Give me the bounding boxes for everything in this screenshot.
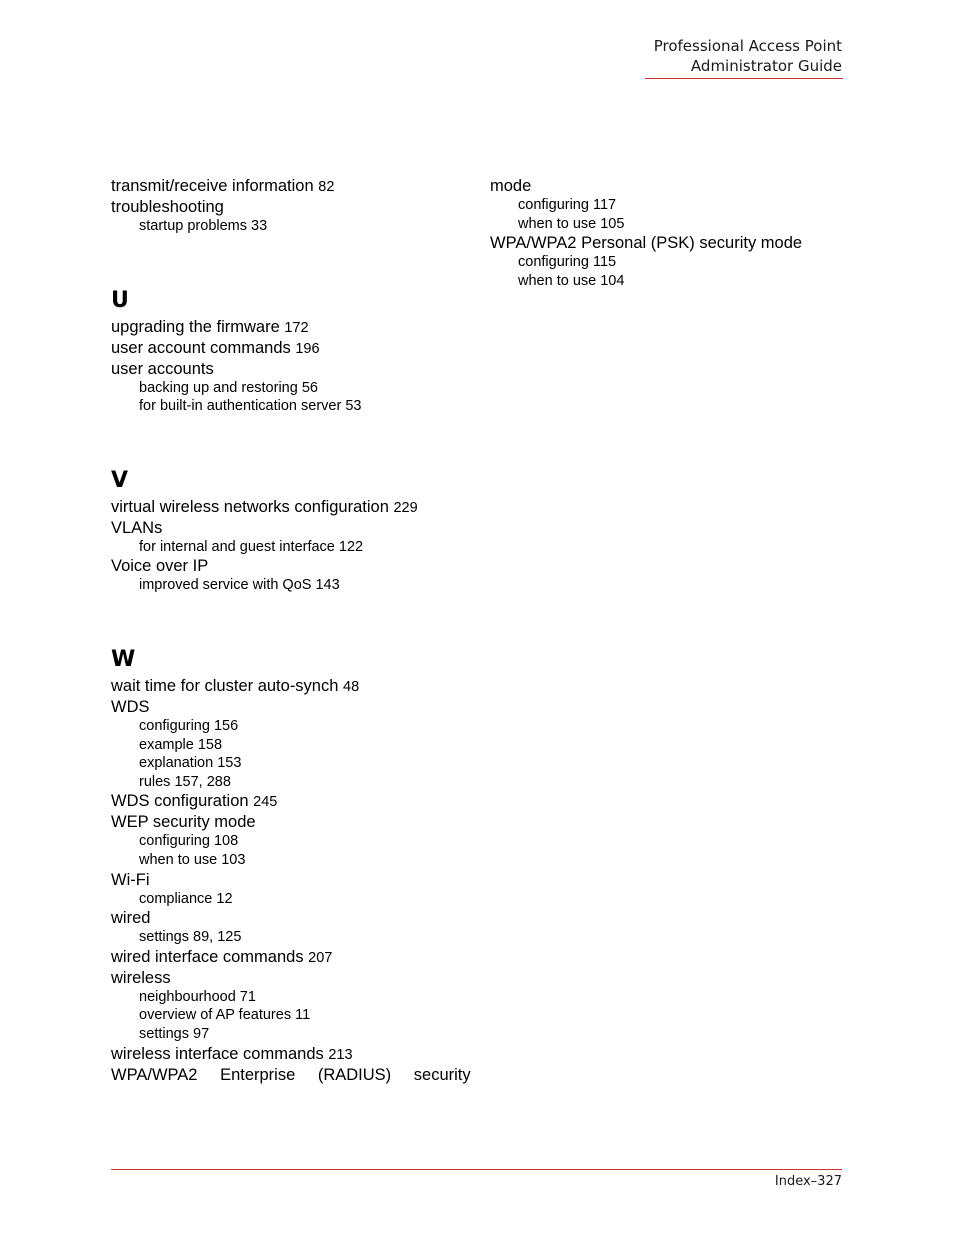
page-ref: 105 — [600, 215, 625, 232]
index-entry: upgrading the firmware 172 — [111, 317, 309, 336]
index-subentry: configuring 156 — [139, 717, 239, 734]
running-header — [645, 36, 842, 76]
index-subentry: explanation 153 — [139, 755, 242, 772]
page-ref: 207 — [308, 949, 333, 966]
index-subentry: settings 89, 125 — [139, 929, 242, 946]
page-ref: 153 — [217, 755, 242, 772]
index-entry: WDS — [111, 697, 150, 716]
index-subentry: startup problems 33 — [139, 218, 268, 234]
page-ref: 108 — [213, 833, 239, 850]
index-subentry: configuring 108 — [139, 833, 239, 850]
page-ref: 53 — [345, 398, 362, 415]
index-entry: wired — [111, 909, 151, 928]
index-subentry: improved service with QoS 143 — [139, 577, 340, 594]
page-ref: 157, 288 — [174, 773, 231, 790]
index-subentry: for built-in authentication server 53 — [139, 398, 362, 415]
page-ref: 97 — [193, 1025, 210, 1042]
page-ref: 115 — [592, 254, 617, 271]
page-ref: 122 — [338, 538, 364, 555]
section-letter-u: U — [111, 287, 129, 313]
index-entry: WPA/WPA2 Personal (PSK) security mode — [490, 234, 803, 253]
page-ref: 11 — [295, 1007, 311, 1024]
index-entry: user account commands 196 — [111, 338, 320, 357]
page-ref: 89, 125 — [193, 929, 242, 946]
index-subentry: example 158 — [139, 736, 223, 753]
page-ref: 156 — [213, 717, 239, 734]
page-ref: 172 — [284, 319, 309, 336]
index-subentry: neighbourhood 71 — [139, 988, 256, 1005]
page-ref: 158 — [197, 736, 223, 753]
index-subentry: when to use 104 — [518, 272, 625, 289]
index-column-left — [111, 176, 471, 1085]
index-entry: WPA/WPA2 Enterprise (RADIUS) security — [111, 1065, 471, 1084]
page-ref: 12 — [216, 890, 233, 907]
page-ref: 103 — [221, 851, 246, 868]
index-subentry: overview of AP features 11 — [139, 1007, 311, 1024]
index-subentry: compliance 12 — [139, 890, 233, 907]
header-subtitle: Administrator Guide — [690, 57, 842, 75]
footer-divider — [111, 1169, 842, 1170]
index-subentry: backing up and restoring 56 — [139, 379, 318, 396]
index-subentry: when to use 105 — [518, 215, 625, 232]
index-entry: WDS configuration 245 — [111, 792, 278, 811]
page-ref: 229 — [393, 499, 418, 516]
index-entry: wait time for cluster auto-synch 48 — [111, 676, 360, 695]
page-ref: 213 — [328, 1046, 353, 1063]
index-entry: VLANs — [111, 518, 163, 537]
index-subentry: for internal and guest interface 122 — [139, 538, 364, 555]
index-entry: transmit/receive information 82 — [111, 177, 335, 195]
index-entry: mode — [490, 177, 532, 195]
index-entry: wireless — [111, 968, 171, 987]
page-ref: 117 — [592, 197, 617, 213]
index-entry: wired interface commands 207 — [111, 947, 333, 966]
page-ref: 56 — [301, 379, 318, 396]
page-ref: 82 — [318, 179, 335, 195]
index-entry: troubleshooting — [111, 198, 224, 216]
index-entry: Voice over IP — [111, 557, 209, 576]
header-divider — [645, 78, 843, 79]
index-entry: wireless interface commands 213 — [111, 1044, 353, 1063]
page-ref: 33 — [251, 218, 268, 234]
index-entry: user accounts — [111, 359, 214, 378]
section-letter-v: V — [111, 467, 129, 493]
index-subentry: configuring 115 — [518, 254, 617, 271]
section-letter-w: W — [111, 646, 136, 672]
index-column-right — [490, 176, 850, 290]
index-entry: virtual wireless networks configuration 229 — [111, 497, 418, 516]
page-ref: 245 — [253, 794, 278, 811]
page-number: Index–327 — [774, 1174, 842, 1189]
index-subentry: settings 97 — [139, 1025, 210, 1042]
header-title: Professional Access Point — [653, 37, 842, 55]
index-entry: WEP security mode — [111, 813, 256, 832]
index-subentry: rules 157, 288 — [139, 773, 231, 790]
page-ref: 48 — [343, 678, 360, 695]
page-ref: 196 — [295, 340, 320, 357]
index-subentry: when to use 103 — [139, 851, 246, 868]
page-ref: 104 — [600, 272, 625, 289]
index-entry: Wi-Fi — [111, 870, 150, 889]
page-ref: 71 — [239, 988, 256, 1005]
index-subentry: configuring 117 — [518, 197, 617, 213]
page-ref: 143 — [315, 577, 340, 594]
